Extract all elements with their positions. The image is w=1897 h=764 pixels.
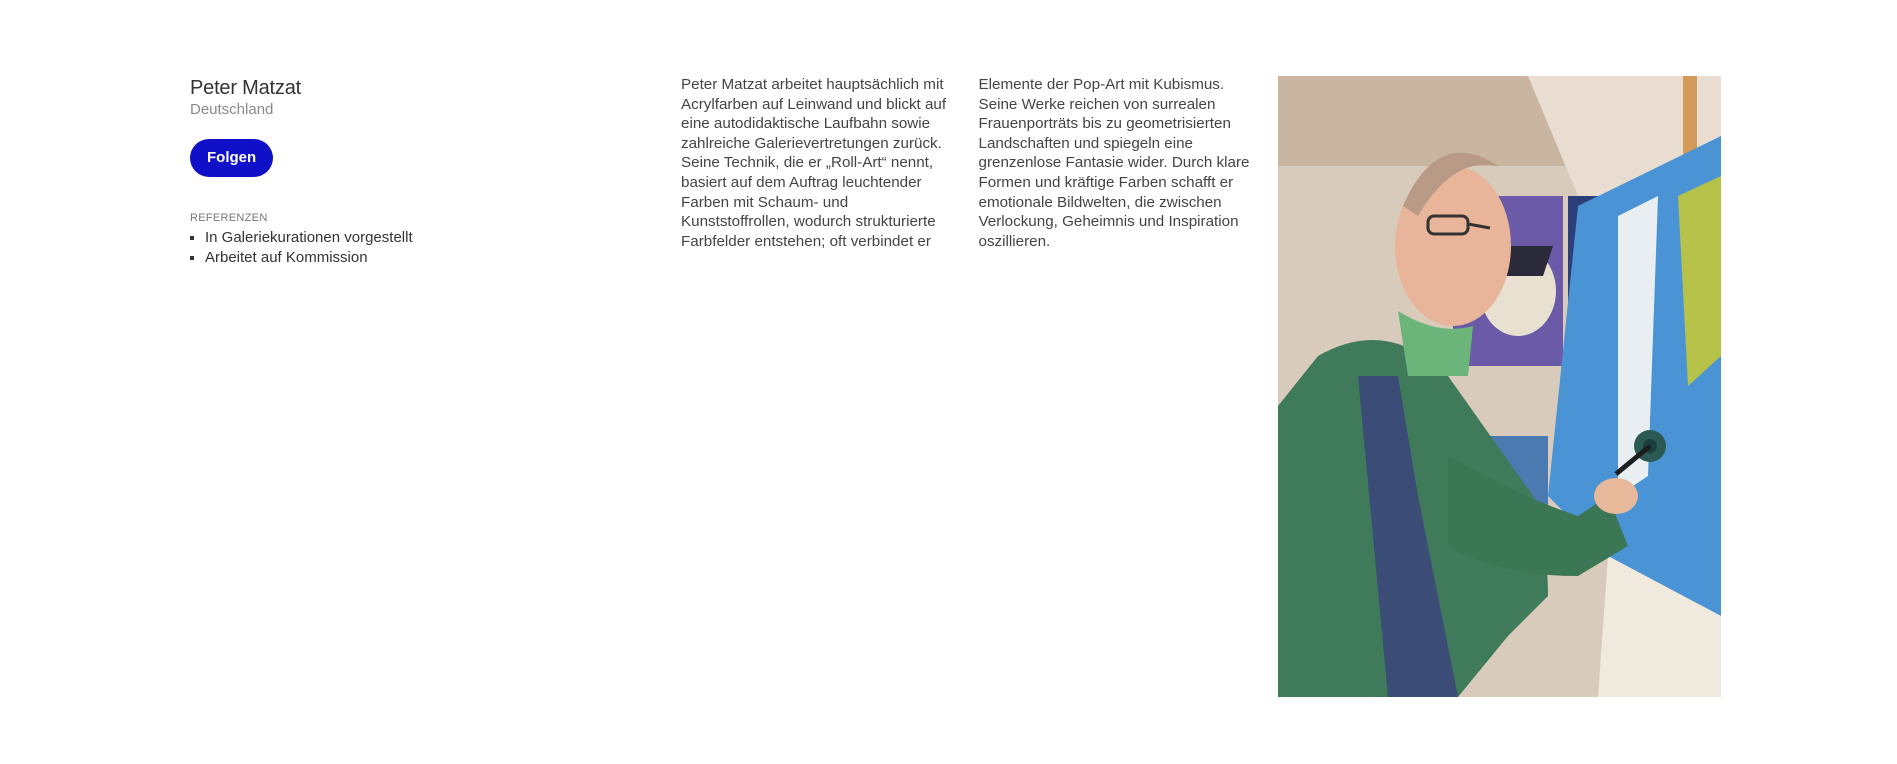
artist-painting-photo-image [1278, 76, 1721, 697]
references-title: REFERENZEN [190, 212, 268, 224]
artist-photo [1278, 76, 1721, 697]
artist-biography: Peter Matzat arbeitet hauptsächlich mit Acrylfarben auf Leinwand und blickt auf eine autodidaktische Laufbahn sowie zahlreiche Galerievertretungen zurück. Seine Technik, die er „Roll-Art“ nennt, basiert auf dem Auftrag leuchtender Farben mit Schaum- und Kunststoffrollen, wodurch strukturierte Farbfelder entstehen; oft verbindet er Elemente der Pop-Art mit Kubismus. Seine Werke reichen von surrealen Frauenporträts bis zu geometrisierten Landschaften und spiegeln eine grenzenlose Fantasie wider. Durch klare Formen und kräftige Farben schafft er emotionale Bildwelten, die zwischen Verlockung, Geheimnis und Inspiration oszillieren. [681, 76, 1250, 250]
list-item: In Galeriekurationen vorgestellt [190, 228, 610, 248]
artist-profile [190, 76, 610, 267]
artist-name: Peter Matzat [190, 77, 301, 99]
list-item: Arbeitet auf Kommission [190, 248, 610, 268]
references-list [190, 228, 610, 267]
follow-button[interactable]: Folgen [190, 139, 273, 177]
artist-country: Deutschland [190, 101, 274, 118]
